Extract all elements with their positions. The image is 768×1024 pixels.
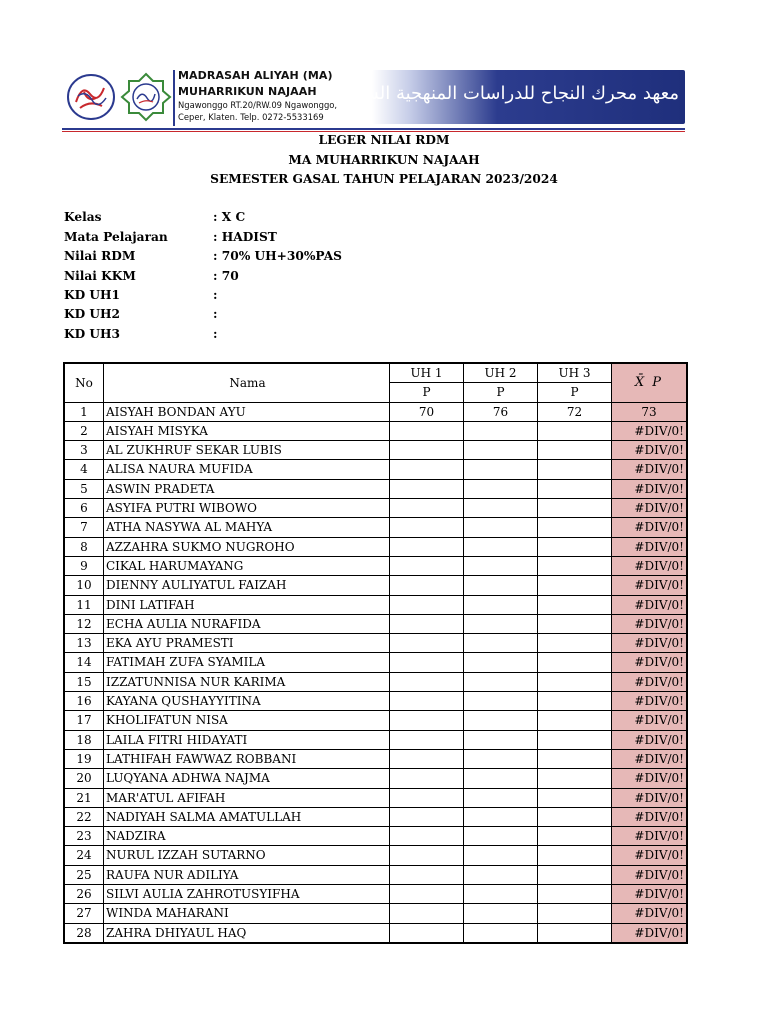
cell-uh3	[538, 827, 612, 846]
cell-no: 7	[64, 518, 104, 537]
cell-no: 23	[64, 827, 104, 846]
cell-uh2	[464, 807, 538, 826]
school-info	[178, 68, 337, 123]
cell-no: 4	[64, 460, 104, 479]
cell-uh1: 70	[390, 402, 464, 421]
cell-uh2	[464, 749, 538, 768]
cell-uh2	[464, 460, 538, 479]
cell-uh1	[390, 730, 464, 749]
cell-uh1	[390, 923, 464, 943]
cell-nama: ASWIN PRADETA	[104, 479, 390, 498]
cell-uh3	[538, 692, 612, 711]
cell-uh2	[464, 846, 538, 865]
cell-no: 22	[64, 807, 104, 826]
cell-nama: SILVI AULIA ZAHROTUSYIFHA	[104, 885, 390, 904]
cell-average: #DIV/0!	[612, 827, 688, 846]
table-header-row	[64, 363, 687, 383]
table-row	[64, 614, 687, 633]
table-row	[64, 518, 687, 537]
table-row	[64, 499, 687, 518]
arabic-banner-text: معهد محرك النجاح للدراسات المنهجية السلفية	[333, 83, 679, 104]
cell-uh2	[464, 595, 538, 614]
cell-uh3	[538, 769, 612, 788]
cell-nama: KHOLIFATUN NISA	[104, 711, 390, 730]
cell-uh1	[390, 479, 464, 498]
cell-nama: IZZATUNNISA NUR KARIMA	[104, 672, 390, 691]
table-row	[64, 441, 687, 460]
cell-average: #DIV/0!	[612, 885, 688, 904]
letterhead-rule-blue	[62, 128, 685, 130]
cell-average: #DIV/0!	[612, 769, 688, 788]
cell-uh1	[390, 460, 464, 479]
cell-uh1	[390, 711, 464, 730]
cell-average: #DIV/0!	[612, 634, 688, 653]
cell-uh3	[538, 711, 612, 730]
cell-uh2	[464, 788, 538, 807]
cell-no: 16	[64, 692, 104, 711]
cell-nama: EKA AYU PRAMESTI	[104, 634, 390, 653]
cell-nama: ATHA NASYWA AL MAHYA	[104, 518, 390, 537]
table-row	[64, 827, 687, 846]
info-value-kelas: : X C	[213, 210, 246, 224]
cell-nama: FATIMAH ZUFA SYAMILA	[104, 653, 390, 672]
cell-uh2	[464, 769, 538, 788]
cell-uh1	[390, 499, 464, 518]
cell-uh3	[538, 885, 612, 904]
cell-nama: LATHIFAH FAWWAZ ROBBANI	[104, 749, 390, 768]
cell-uh2	[464, 904, 538, 923]
cell-no: 19	[64, 749, 104, 768]
cell-uh1	[390, 421, 464, 440]
cell-uh1	[390, 614, 464, 633]
cell-nama: ZAHRA DHIYAUL HAQ	[104, 923, 390, 943]
cell-uh1	[390, 653, 464, 672]
cell-average: #DIV/0!	[612, 807, 688, 826]
cell-nama: LAILA FITRI HIDAYATI	[104, 730, 390, 749]
cell-average: #DIV/0!	[612, 614, 688, 633]
cell-no: 21	[64, 788, 104, 807]
header-uh3: UH 3	[538, 363, 612, 383]
cell-no: 1	[64, 402, 104, 421]
cell-nama: DINI LATIFAH	[104, 595, 390, 614]
cell-no: 28	[64, 923, 104, 943]
cell-no: 5	[64, 479, 104, 498]
cell-uh1	[390, 865, 464, 884]
table-row	[64, 904, 687, 923]
cell-no: 13	[64, 634, 104, 653]
cell-uh2	[464, 499, 538, 518]
grade-table	[63, 362, 688, 944]
cell-nama: AZZAHRA SUKMO NUGROHO	[104, 537, 390, 556]
cell-uh1	[390, 846, 464, 865]
cell-uh3	[538, 634, 612, 653]
table-row	[64, 595, 687, 614]
cell-uh3	[538, 460, 612, 479]
cell-no: 3	[64, 441, 104, 460]
cell-nama: DIENNY AULIYATUL FAIZAH	[104, 576, 390, 595]
table-row	[64, 556, 687, 575]
cell-uh2	[464, 653, 538, 672]
cell-uh1	[390, 441, 464, 460]
letterhead-rule-red	[62, 131, 685, 132]
cell-no: 17	[64, 711, 104, 730]
cell-uh2	[464, 865, 538, 884]
cell-uh3: 72	[538, 402, 612, 421]
cell-uh3	[538, 904, 612, 923]
cell-average: #DIV/0!	[612, 923, 688, 943]
cell-nama: AL ZUKHRUF SEKAR LUBIS	[104, 441, 390, 460]
cell-uh2	[464, 885, 538, 904]
cell-nama: LUQYANA ADHWA NAJMA	[104, 769, 390, 788]
table-row	[64, 692, 687, 711]
cell-uh3	[538, 518, 612, 537]
document-semester: SEMESTER GASAL TAHUN PELAJARAN 2023/2024	[210, 172, 558, 186]
cell-no: 2	[64, 421, 104, 440]
cell-average: #DIV/0!	[612, 865, 688, 884]
cell-average: #DIV/0!	[612, 788, 688, 807]
info-value-mapel: : HADIST	[213, 230, 277, 244]
cell-uh2	[464, 518, 538, 537]
subheader-uh1-p: P	[390, 383, 464, 402]
cell-uh1	[390, 904, 464, 923]
cell-uh1	[390, 556, 464, 575]
cell-no: 14	[64, 653, 104, 672]
cell-uh2: 76	[464, 402, 538, 421]
cell-uh1	[390, 634, 464, 653]
cell-uh2	[464, 672, 538, 691]
info-value-kd-uh2: :	[213, 307, 218, 321]
table-row	[64, 788, 687, 807]
table-row	[64, 537, 687, 556]
table-row	[64, 479, 687, 498]
cell-uh3	[538, 749, 612, 768]
table-row	[64, 672, 687, 691]
cell-uh2	[464, 421, 538, 440]
cell-uh2	[464, 537, 538, 556]
cell-nama: WINDA MAHARANI	[104, 904, 390, 923]
letterhead	[62, 68, 685, 130]
cell-uh3	[538, 441, 612, 460]
info-label-kkm: Nilai KKM	[64, 269, 136, 283]
header-nama: Nama	[104, 363, 390, 402]
info-label-kd-uh2: KD UH2	[64, 307, 121, 321]
cell-average: #DIV/0!	[612, 499, 688, 518]
cell-uh1	[390, 518, 464, 537]
cell-uh3	[538, 614, 612, 633]
info-value-kd-uh3: :	[213, 327, 218, 341]
cell-average: #DIV/0!	[612, 672, 688, 691]
cell-uh3	[538, 923, 612, 943]
table-row	[64, 653, 687, 672]
cell-uh1	[390, 595, 464, 614]
cell-nama: NADIYAH SALMA AMATULLAH	[104, 807, 390, 826]
cell-uh3	[538, 576, 612, 595]
subheader-uh2-p: P	[464, 383, 538, 402]
info-value-kd-uh1: :	[213, 288, 218, 302]
cell-uh3	[538, 672, 612, 691]
cell-average: 73	[612, 402, 688, 421]
cell-average: #DIV/0!	[612, 576, 688, 595]
school-name-line2: MUHARRIKUN NAJAAH	[178, 85, 317, 98]
cell-uh2	[464, 730, 538, 749]
cell-no: 20	[64, 769, 104, 788]
table-row	[64, 402, 687, 421]
cell-uh3	[538, 846, 612, 865]
cell-uh1	[390, 885, 464, 904]
cell-average: #DIV/0!	[612, 518, 688, 537]
cell-uh3	[538, 499, 612, 518]
cell-uh2	[464, 576, 538, 595]
info-value-rdm: : 70% UH+30%PAS	[213, 249, 342, 263]
cell-no: 27	[64, 904, 104, 923]
cell-uh2	[464, 441, 538, 460]
cell-nama: CIKAL HARUMAYANG	[104, 556, 390, 575]
cell-uh2	[464, 556, 538, 575]
cell-average: #DIV/0!	[612, 711, 688, 730]
cell-uh3	[538, 595, 612, 614]
cell-nama: ASYIFA PUTRI WIBOWO	[104, 499, 390, 518]
school-address-line1: Ngawonggo RT.20/RW.09 Ngawonggo,	[178, 100, 338, 110]
cell-average: #DIV/0!	[612, 653, 688, 672]
cell-average: #DIV/0!	[612, 692, 688, 711]
cell-average: #DIV/0!	[612, 904, 688, 923]
info-label-kelas: Kelas	[64, 210, 102, 224]
table-row	[64, 749, 687, 768]
cell-uh3	[538, 653, 612, 672]
cell-uh3	[538, 556, 612, 575]
arabic-banner	[333, 70, 685, 124]
cell-uh3	[538, 807, 612, 826]
table-row	[64, 865, 687, 884]
table-row	[64, 730, 687, 749]
school-emblem-icon	[120, 72, 172, 122]
document-subtitle: MA MUHARRIKUN NAJAAH	[288, 153, 480, 167]
cell-nama: AISYAH BONDAN AYU	[104, 402, 390, 421]
document-title: LEGER NILAI RDM	[318, 133, 450, 147]
cell-no: 12	[64, 614, 104, 633]
cell-nama: NADZIRA	[104, 827, 390, 846]
cell-uh3	[538, 537, 612, 556]
cell-uh2	[464, 711, 538, 730]
cell-uh1	[390, 672, 464, 691]
cell-average: #DIV/0!	[612, 749, 688, 768]
cell-nama: MAR'ATUL AFIFAH	[104, 788, 390, 807]
cell-uh3	[538, 730, 612, 749]
info-label-mapel: Mata Pelajaran	[64, 230, 168, 244]
cell-uh1	[390, 827, 464, 846]
cell-uh3	[538, 865, 612, 884]
table-row	[64, 923, 687, 943]
cell-no: 18	[64, 730, 104, 749]
header-average: X̄ P	[612, 363, 688, 402]
cell-average: #DIV/0!	[612, 421, 688, 440]
school-name-line1: MADRASAH ALIYAH (MA)	[178, 69, 333, 82]
cell-uh2	[464, 827, 538, 846]
cell-nama: ALISA NAURA MUFIDA	[104, 460, 390, 479]
info-label-kd-uh3: KD UH3	[64, 327, 121, 341]
cell-no: 24	[64, 846, 104, 865]
cell-uh3	[538, 421, 612, 440]
cell-average: #DIV/0!	[612, 460, 688, 479]
cell-uh2	[464, 634, 538, 653]
cell-average: #DIV/0!	[612, 537, 688, 556]
header-uh2: UH 2	[464, 363, 538, 383]
cell-uh1	[390, 749, 464, 768]
table-row	[64, 421, 687, 440]
cell-uh1	[390, 576, 464, 595]
cell-uh2	[464, 923, 538, 943]
header-no: No	[64, 363, 104, 402]
cell-nama: RAUFA NUR ADILIYA	[104, 865, 390, 884]
cell-uh1	[390, 807, 464, 826]
table-row	[64, 807, 687, 826]
table-row	[64, 769, 687, 788]
cell-uh1	[390, 788, 464, 807]
cell-no: 25	[64, 865, 104, 884]
cell-average: #DIV/0!	[612, 846, 688, 865]
table-row	[64, 576, 687, 595]
table-row	[64, 885, 687, 904]
info-value-kkm: : 70	[213, 269, 239, 283]
table-row	[64, 460, 687, 479]
school-address-line2: Ceper, Klaten. Telp. 0272-5533169	[178, 111, 324, 122]
cell-no: 8	[64, 537, 104, 556]
cell-uh1	[390, 537, 464, 556]
cell-average: #DIV/0!	[612, 730, 688, 749]
cell-uh2	[464, 692, 538, 711]
cell-uh1	[390, 692, 464, 711]
cell-average: #DIV/0!	[612, 556, 688, 575]
table-body	[64, 402, 687, 943]
cell-no: 9	[64, 556, 104, 575]
cell-no: 10	[64, 576, 104, 595]
cell-no: 6	[64, 499, 104, 518]
cell-average: #DIV/0!	[612, 441, 688, 460]
cell-no: 15	[64, 672, 104, 691]
calligraphy-logo-icon	[66, 72, 116, 122]
header-uh1: UH 1	[390, 363, 464, 383]
table-row	[64, 846, 687, 865]
cell-nama: NURUL IZZAH SUTARNO	[104, 846, 390, 865]
cell-uh2	[464, 614, 538, 633]
cell-no: 11	[64, 595, 104, 614]
cell-uh3	[538, 479, 612, 498]
cell-uh3	[538, 788, 612, 807]
cell-uh2	[464, 479, 538, 498]
table-row	[64, 711, 687, 730]
cell-uh1	[390, 769, 464, 788]
cell-average: #DIV/0!	[612, 595, 688, 614]
subheader-uh3-p: P	[538, 383, 612, 402]
cell-average: #DIV/0!	[612, 479, 688, 498]
info-label-kd-uh1: KD UH1	[64, 288, 121, 302]
table-row	[64, 634, 687, 653]
cell-nama: AISYAH MISYKA	[104, 421, 390, 440]
cell-nama: ECHA AULIA NURAFIDA	[104, 614, 390, 633]
letterhead-divider	[173, 70, 175, 126]
info-label-rdm: Nilai RDM	[64, 249, 136, 263]
cell-no: 26	[64, 885, 104, 904]
cell-nama: KAYANA QUSHAYYITINA	[104, 692, 390, 711]
